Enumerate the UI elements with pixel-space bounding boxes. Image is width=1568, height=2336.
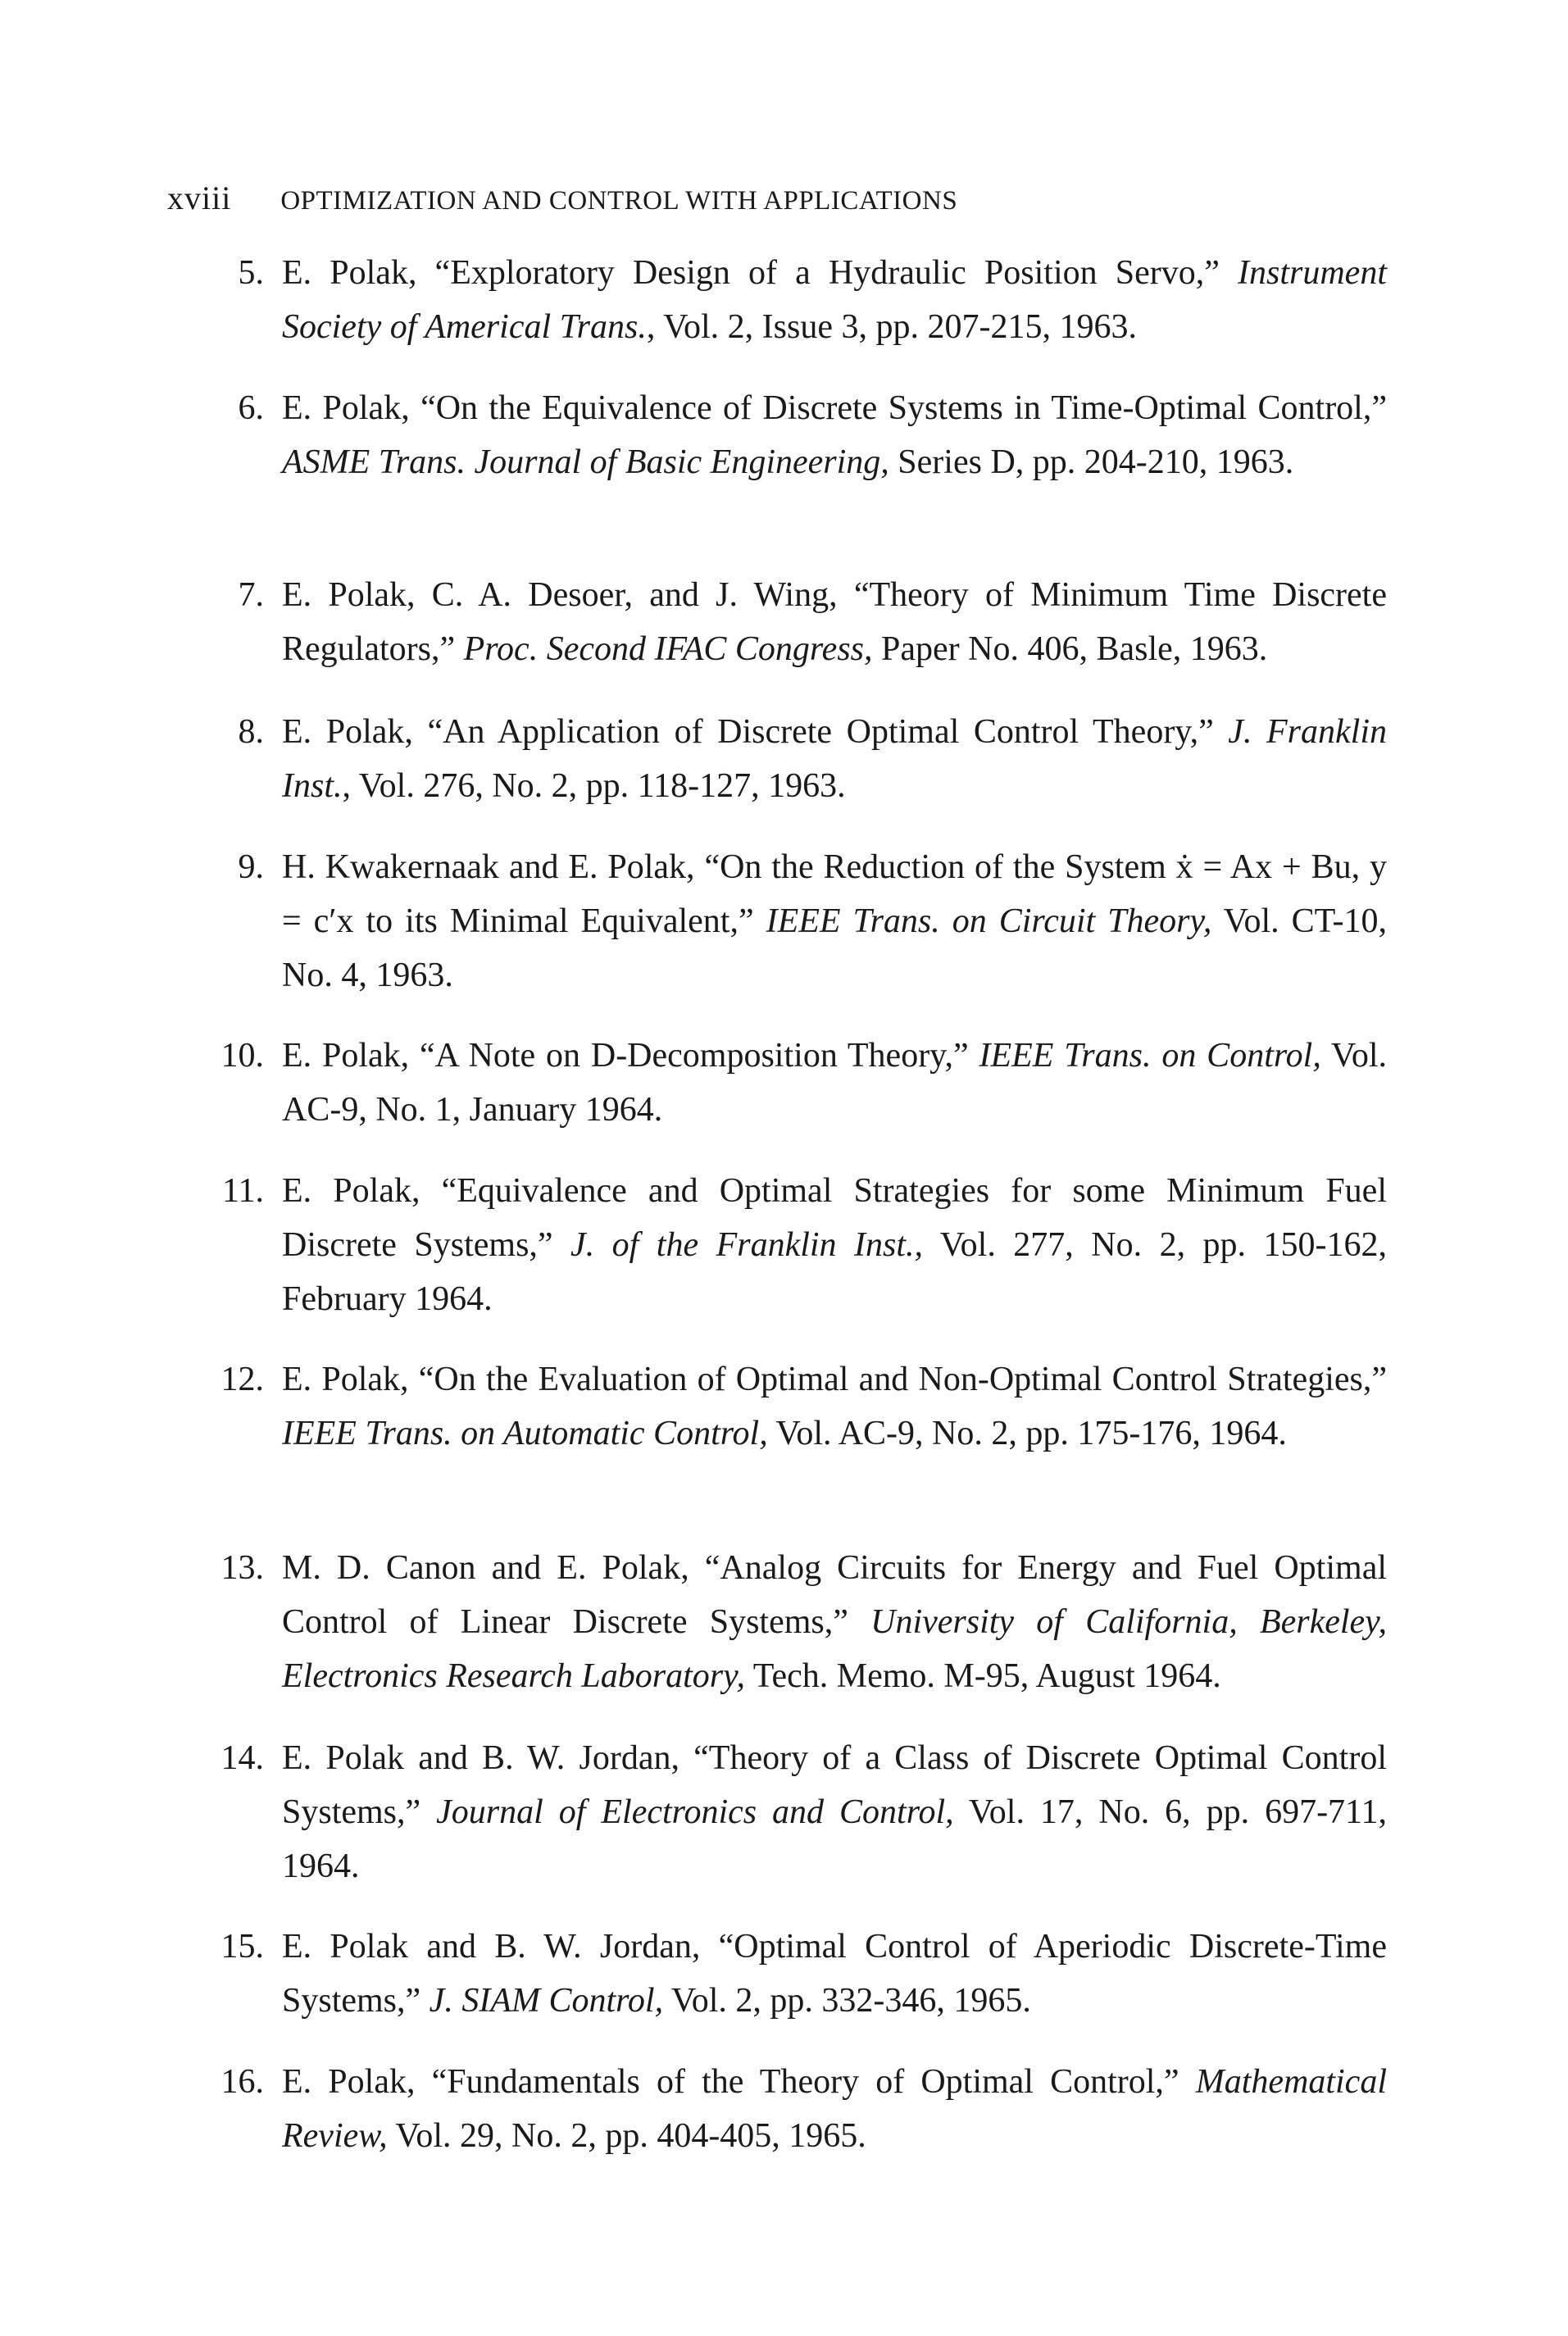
reference-text: E. Polak, “On the Equivalence of Discrete Systems in Time-Optimal Control,” ASME Trans. Journal of Basic Engineering, Series D, pp. 204-210, 1963.	[282, 389, 1387, 481]
reference-venue: ASME Trans. Journal of Basic Engineering,	[282, 443, 889, 481]
reference-venue: Proc. Second IFAC Congress,	[463, 630, 873, 668]
reference-number: 15.	[220, 1928, 264, 1966]
reference-number: 12.	[220, 1361, 264, 1398]
reference-number: 8.	[238, 713, 264, 751]
reference-text: E. Polak and B. W. Jordan, “Optimal Control of Aperiodic Discrete-Time Systems,” J. SIAM Control, Vol. 2, pp. 332-346, 1965.	[282, 1928, 1387, 2020]
reference-text: E. Polak, “A Note on D-Decomposition Theory,” IEEE Trans. on Control, Vol. AC-9, No. 1, January 1964.	[282, 1037, 1388, 1129]
reference-number: 16.	[220, 2063, 264, 2101]
running-header	[167, 179, 1397, 228]
reference-number: 9.	[238, 848, 264, 886]
reference-venue: J. SIAM Control,	[429, 1982, 664, 2020]
reference-venue: Instrument Society of Americal Trans.	[282, 254, 1387, 346]
reference-venue: IEEE Trans. on Control,	[979, 1037, 1321, 1075]
reference-text: M. D. Canon and E. Polak, “Analog Circuits for Energy and Fuel Optimal Control of Linear Discrete Systems,” University of California, Berkeley, Electronics Research Laboratory, Tech. Memo. M-95, August 1964.	[282, 1549, 1388, 1695]
reference-number: 11.	[222, 1172, 264, 1210]
reference-venue: J. of the Franklin Inst.,	[570, 1226, 924, 1264]
reference-text: H. Kwakernaak and E. Polak, “On the Reduction of the System ẋ = Ax + Bu, y = c′x to its Minimal Equivalent,” IEEE Trans. on Circuit Theory, Vol. CT-10, No. 4, 1963.	[282, 848, 1387, 994]
reference-text: E. Polak, “An Application of Discrete Optimal Control Theory,” J. Franklin Inst., Vol. 276, No. 2, pp. 118-127, 1963.	[282, 713, 1387, 805]
reference-number: 13.	[220, 1549, 264, 1587]
running-title: OPTIMIZATION AND CONTROL WITH APPLICATIONS	[280, 186, 958, 216]
reference-venue: J. Franklin Inst.	[282, 713, 1387, 805]
reference-venue: IEEE Trans. on Automatic Control,	[282, 1415, 768, 1452]
reference-number: 7.	[238, 576, 264, 614]
reference-text: E. Polak, “Fundamentals of the Theory of Optimal Control,” Mathematical Review, Vol. 29, No. 2, pp. 404-405, 1965.	[282, 2063, 1387, 2155]
reference-text: E. Polak, “Exploratory Design of a Hydraulic Position Servo,” Instrument Society of Americal Trans., Vol. 2, Issue 3, pp. 207-215, 1963.	[282, 254, 1387, 346]
reference-venue: Journal of Electronics and Control,	[436, 1793, 954, 1831]
reference-text: E. Polak, C. A. Desoer, and J. Wing, “Theory of Minimum Time Discrete Regulators,” Proc. Second IFAC Congress, Paper No. 406, Basle, 1963.	[282, 576, 1387, 668]
reference-number: 6.	[238, 389, 264, 427]
reference-number: 5.	[238, 254, 264, 292]
reference-venue: IEEE Trans. on Circuit Theory,	[766, 902, 1212, 940]
reference-text: E. Polak and B. W. Jordan, “Theory of a Class of Discrete Optimal Control Systems,” Journal of Electronics and Control, Vol. 17, No. 6, pp. 697-711, 1964.	[282, 1739, 1387, 1885]
reference-number: 10.	[220, 1037, 264, 1075]
reference-text: E. Polak, “Equivalence and Optimal Strategies for some Minimum Fuel Discrete Systems,” J. of the Franklin Inst., Vol. 277, No. 2, pp. 150-162, February 1964.	[282, 1172, 1387, 1318]
reference-venue: University of California, Berkeley, Electronics Research Laboratory,	[282, 1603, 1388, 1695]
reference-venue: Mathematical Review,	[282, 2063, 1387, 2155]
reference-text: E. Polak, “On the Evaluation of Optimal and Non-Optimal Control Strategies,” IEEE Trans. on Automatic Control, Vol. AC-9, No. 2, pp. 175-176, 1964.	[282, 1361, 1387, 1452]
reference-number: 14.	[220, 1739, 264, 1777]
page-number: xviii	[167, 180, 232, 216]
